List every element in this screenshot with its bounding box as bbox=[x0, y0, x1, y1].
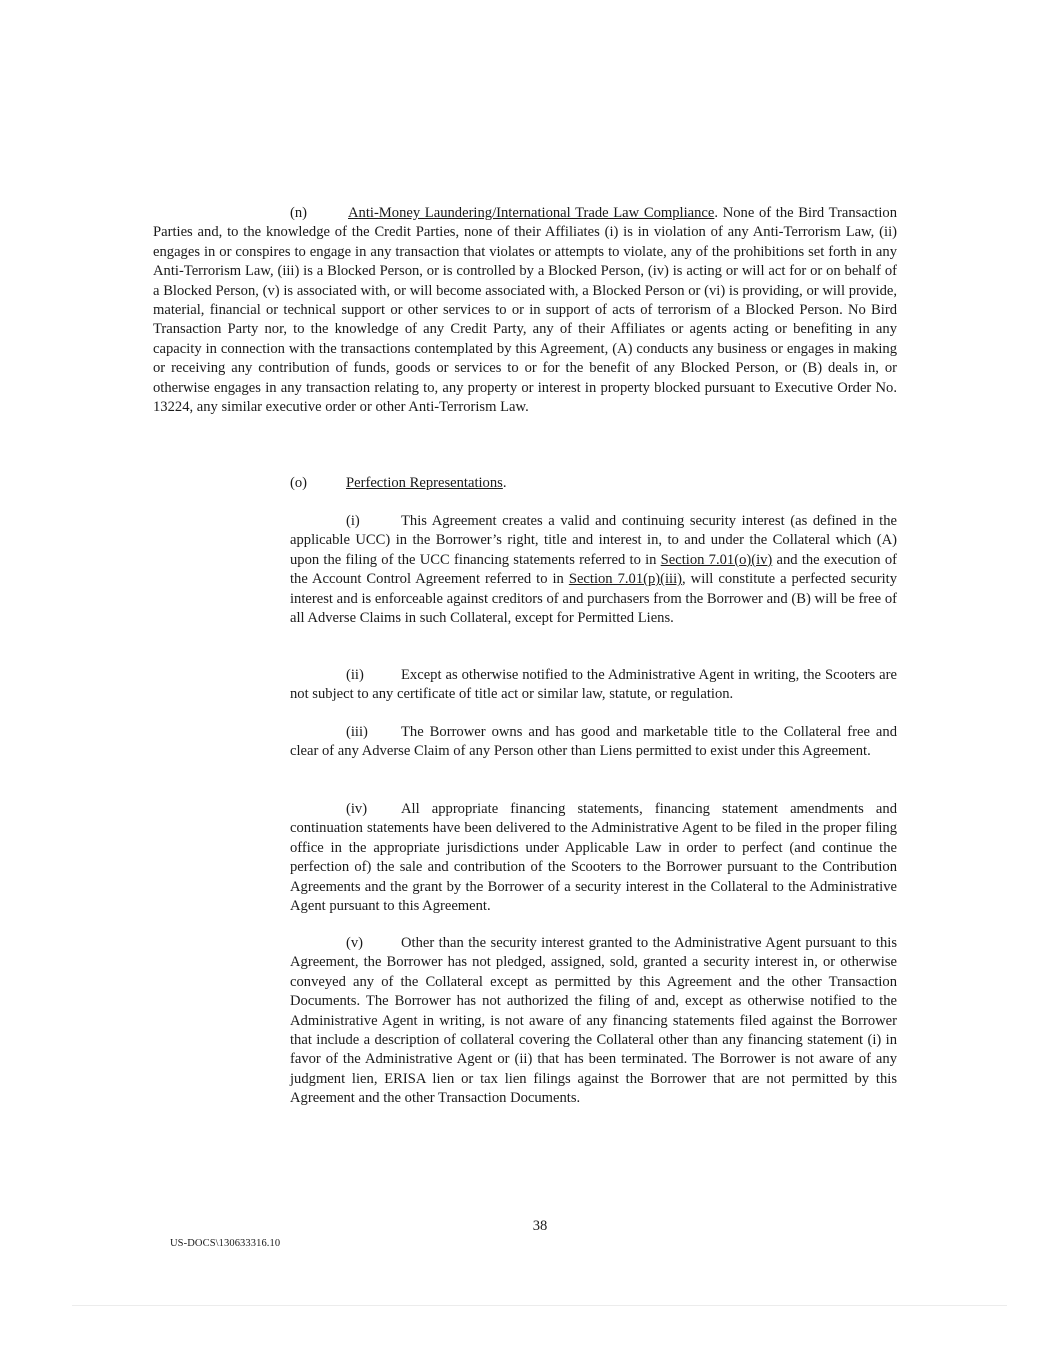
section-reference-7-01-p-iii: Section 7.01(p)(iii) bbox=[568, 571, 683, 588]
section-o-heading-line bbox=[290, 474, 897, 493]
subsection-ii bbox=[290, 666, 897, 705]
section-n-body: . None of the Bird Transaction Parties and, to the knowledge of the Credit Parties, none of their Affiliates (i) is in violation of any Anti-Terrorism Law, (ii) engages in or conspires to engage in any transaction that violates or attempts to violate, any of the prohibitions set forth in any Anti-Terrorism Law, (iii) is a Blocked Person, or is controlled by a Blocked Person, (iv) is acting or will act for or on behalf of a Blocked Person, (v) is associated with, or will become associated with, a Blocked Person or (vi) is providing, or will provide, material, financial or technical support or other services to or in support of acts of terrorism of a Blocked Person. No Bird Transaction Party nor, to the knowledge of any Credit Party, any of their Affiliates or agents acting or benefiting in any capacity in connection with the transactions contemplated by this Agreement, (A) conducts any business or engages in making or receiving any contribution of funds, goods or services to or for the benefit of any Blocked Person, or (B) deals in, or otherwise engages in any transaction relating to, any property or interest in property blocked pursuant to Executive Order No. 13224, any similar executive order or other Anti-Terrorism Law. bbox=[153, 205, 898, 416]
subsection-iii-label: (iii) bbox=[346, 724, 368, 740]
subsection-i-text-2: and the execution of the Account Control Agreement referred to in bbox=[290, 551, 897, 588]
page-bottom-divider bbox=[72, 1305, 1007, 1306]
section-o-heading-end: . bbox=[502, 475, 507, 491]
subsection-v-text: Other than the security interest granted to the Administrative Agent pursuant to this Agreement, the Borrower has not pledged, assigned, sold, granted a security interest in, or otherwise conveyed any of the Collateral except as permitted by this Agreement and the other Transaction Documents. The Borrower has not authorized the filing of and, except as otherwise notified to the Administrative Agent in writing, is not aware of any financing statements filed against the Borrower that include a description of collateral covering the Collateral other than any financing statement (i) in favor of the Administrative Agent or (ii) that has been terminated. The Borrower is not aware of any judgment lien, ERISA lien or tax lien filings against the Borrower that are not permitted by this Agreement and the other Transaction Documents. bbox=[290, 935, 897, 1107]
subsection-i-label: (i) bbox=[346, 513, 360, 529]
subsection-iv-label: (iv) bbox=[346, 801, 368, 817]
subsection-iv bbox=[290, 800, 897, 916]
document-id: US-DOCS\130633316.10 bbox=[170, 1238, 281, 1249]
section-n-label: (n) bbox=[290, 205, 308, 221]
page-number: 38 bbox=[532, 1218, 548, 1234]
subsection-v bbox=[290, 934, 897, 1109]
subsection-ii-label: (ii) bbox=[346, 667, 364, 683]
subsection-ii-text: Except as otherwise notified to the Administrative Agent in writing, the Scooters are not subject to any certificate of title act or similar law, statute, or regulation. bbox=[290, 667, 897, 703]
subsection-i-text-1: This Agreement creates a valid and continuing security interest (as defined in the applicable UCC) in the Borrower’s right, title and interest in, to and under the Collateral which (A) upon the filing of the UCC financing statements referred to in bbox=[290, 513, 897, 568]
subsection-iii bbox=[290, 723, 897, 762]
subsection-iv-text: All appropriate financing statements, financing statement amendments and continuation statements have been delivered to the Administrative Agent to be filed in the proper filing office in the appropriate jurisdictions under Applicable Law in order to perfect (and continue the perfection of) the sale and contribution of the Scooters to the Borrower pursuant to the Contribution Agreements and the grant by the Borrower of a security interest in the Collateral to the Administrative Agent pursuant to this Agreement. bbox=[290, 801, 897, 915]
section-o-label: (o) bbox=[290, 475, 308, 491]
subsection-i-text-3: , will constitute a perfected security interest and is enforceable against creditors of and purchasers from the Borrower and (B) will be free of all Adverse Claims in such Collateral, except for Permitted Liens. bbox=[290, 571, 897, 627]
subsection-i bbox=[290, 512, 897, 628]
section-n-paragraph bbox=[153, 204, 897, 417]
subsection-iii-text: The Borrower owns and has good and marketable title to the Collateral free and clear of any Adverse Claim of any Person other than Liens permitted to exist under this Agreement. bbox=[290, 724, 897, 760]
section-n-heading: Anti-Money Laundering/International Trade Law Compliance bbox=[348, 205, 715, 221]
subsection-v-label: (v) bbox=[346, 935, 364, 951]
section-o-heading: Perfection Representations bbox=[346, 475, 503, 491]
section-reference-7-01-o-iv: Section 7.01(o)(iv) bbox=[660, 551, 773, 568]
